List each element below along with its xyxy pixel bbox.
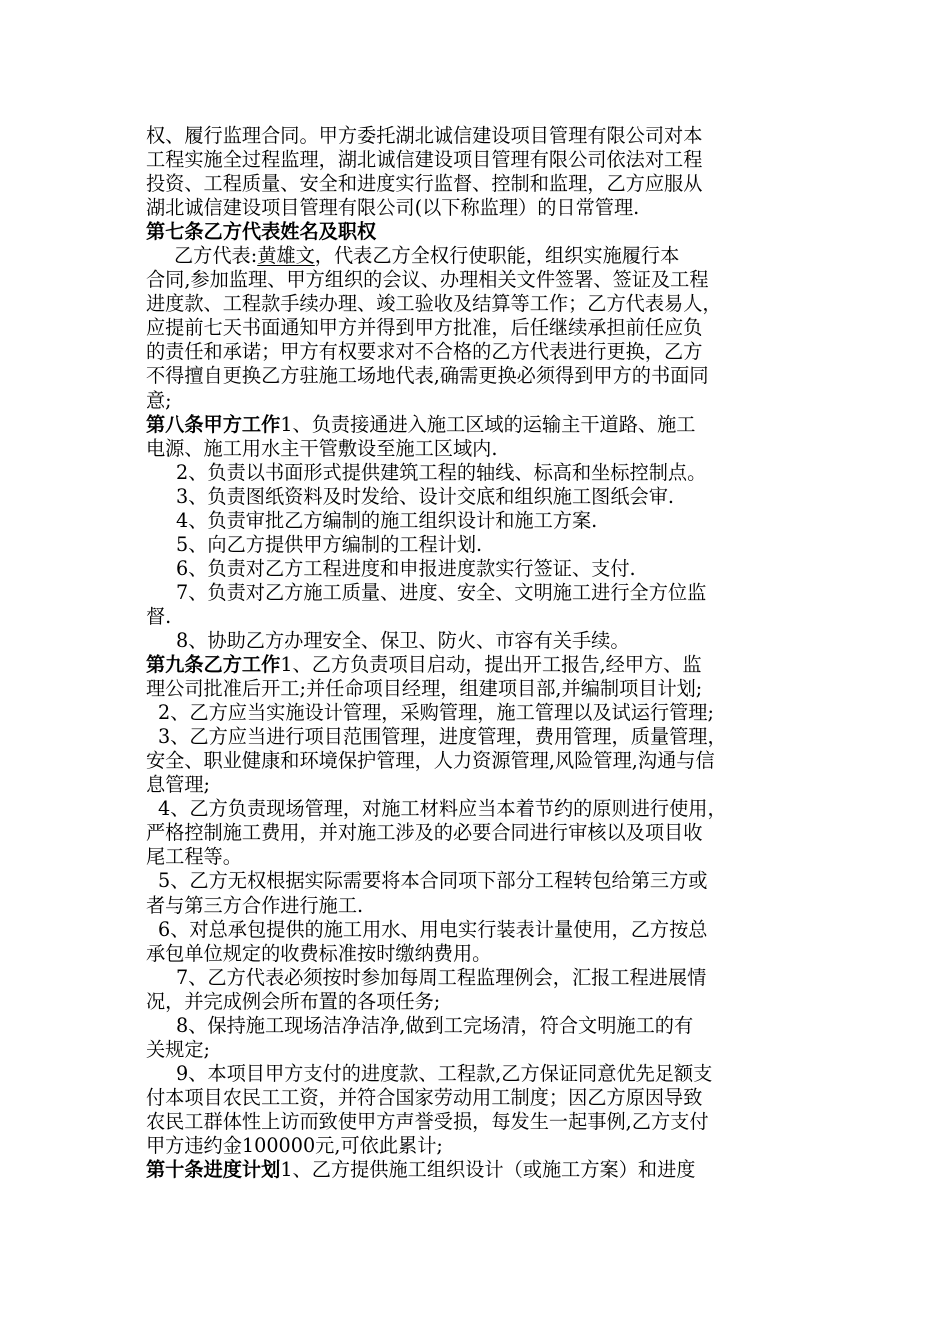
paragraph-line: 电源、施工用水主干管敷设至施工区域内. [146,436,498,460]
paragraph-line: 应提前七天书面通知甲方并得到甲方批准，后任继续承担前任应负 [146,316,703,340]
list-item: 5、乙方无权根据实际需要将本合同项下部分工程转包给第三方或 [158,869,708,893]
rep-suffix: ，代表乙方全权行使职能，组织实施履行本 [314,244,680,268]
paragraph-line: 合同,参加监理、甲方组织的会议、办理相关文件签署、签证及工程 [146,268,709,292]
paragraph-line: 意; [146,388,172,412]
paragraph-line: 付本项目农民工工资，并符合国家劳动用工制度；因乙方原因导致 [146,1085,703,1109]
paragraph-line: 尾工程等。 [146,845,242,869]
list-item: 9、本项目甲方支付的进度款、工程款,乙方保证同意优先足额支 [176,1061,713,1085]
paragraph-line: 严格控制施工费用，并对施工涉及的必要合同进行审核以及项目收 [146,821,703,845]
paragraph-line: 息管理; [146,773,211,797]
paragraph-line: 湖北诚信建设项目管理有限公司(以下称监理）的日常管理. [146,196,640,220]
rep-line [146,244,808,268]
article-9-heading: 第九条乙方工作 [146,653,281,677]
list-item: 8、保持施工现场洁净洁净,做到工完场清，符合文明施工的有 [176,1013,694,1037]
paragraph-line: 理公司批准后开工;并任命项目经理，组建项目部,并编制项目计划; [146,677,703,701]
article-9-first-line [146,653,808,677]
article-10-first-line [146,1158,808,1182]
rep-name: 黄雄文 [257,244,315,268]
article-8-heading: 第八条甲方工作 [146,412,281,436]
article-7-heading: 第七条乙方代表姓名及职权 [146,220,377,244]
list-item: 8、协助乙方办理安全、保卫、防火、市容有关手续。 [176,628,630,652]
list-item: 6、对总承包提供的施工用水、用电实行装表计量使用，乙方按总 [158,917,708,941]
paragraph-line: 况，并完成例会所布置的各项任务; [146,989,441,1013]
list-item: 4、负责审批乙方编制的施工组织设计和施工方案. [176,508,598,532]
list-item: 7、负责对乙方施工质量、进度、安全、文明施工进行全方位监 [176,580,707,604]
list-item: 2、负责以书面形式提供建筑工程的轴线、标高和坐标控制点。 [176,460,707,484]
article-10-item-1: 1、乙方提供施工组织设计（或施工方案）和进度 [280,1158,696,1182]
paragraph-line: 安全、职业健康和环境保护管理，人力资源管理,风险管理,沟通与信 [146,749,715,773]
paragraph-line: 农民工群体性上访而致使甲方声誉受损，每发生一起事例,乙方支付 [146,1109,709,1133]
list-item: 7、乙方代表必须按时参加每周工程监理例会，汇报工程进展情 [176,965,707,989]
article-8-first-line [146,413,808,437]
list-item: 2、乙方应当实施设计管理，采购管理，施工管理以及试运行管理; [158,701,714,725]
paragraph-line: 甲方违约金100000元,可依此累计; [146,1133,443,1157]
rep-prefix: 乙方代表: [174,244,258,268]
list-item: 6、负责对乙方工程进度和申报进度款实行签证、支付. [176,556,636,580]
paragraph-line: 进度款、工程款手续办理、竣工验收及结算等工作；乙方代表易人， [146,292,722,316]
paragraph-line: 工程实施全过程监理，湖北诚信建设项目管理有限公司依法对工程 [146,148,703,172]
paragraph-line: 权、履行监理合同。甲方委托湖北诚信建设项目管理有限公司对本 [146,124,703,147]
paragraph-line: 的责任和承诺；甲方有权要求对不合格的乙方代表进行更换，乙方 [146,340,703,364]
paragraph-line: 投资、工程质量、安全和进度实行监督、控制和监理，乙方应服从 [146,172,703,196]
contract-text [146,124,808,1182]
list-item: 5、向乙方提供甲方编制的工程计划. [176,532,483,556]
paragraph-line: 督. [146,604,172,628]
article-8-item-1: 1、负责接通进入施工区域的运输主干道路、施工 [280,412,696,436]
article-9-item-1: 1、乙方负责项目启动，提出开工报告,经甲方、监 [280,653,702,677]
paragraph-line: 者与第三方合作进行施工. [146,893,364,917]
list-item: 4、乙方负责现场管理，对施工材料应当本着节约的原则进行使用， [158,797,727,821]
paragraph-line: 承包单位规定的收费标准按时缴纳费用。 [146,941,492,965]
paragraph-line: 不得擅自更换乙方驻施工场地代表,确需更换必须得到甲方的书面同 [146,364,709,388]
article-10-heading: 第十条进度计划 [146,1158,281,1182]
list-item: 3、负责图纸资料及时发给、设计交底和组织施工图纸会审. [176,484,674,508]
paragraph-line: 关规定; [146,1037,211,1061]
list-item: 3、乙方应当进行项目范围管理，进度管理，费用管理，质量管理， [158,725,727,749]
